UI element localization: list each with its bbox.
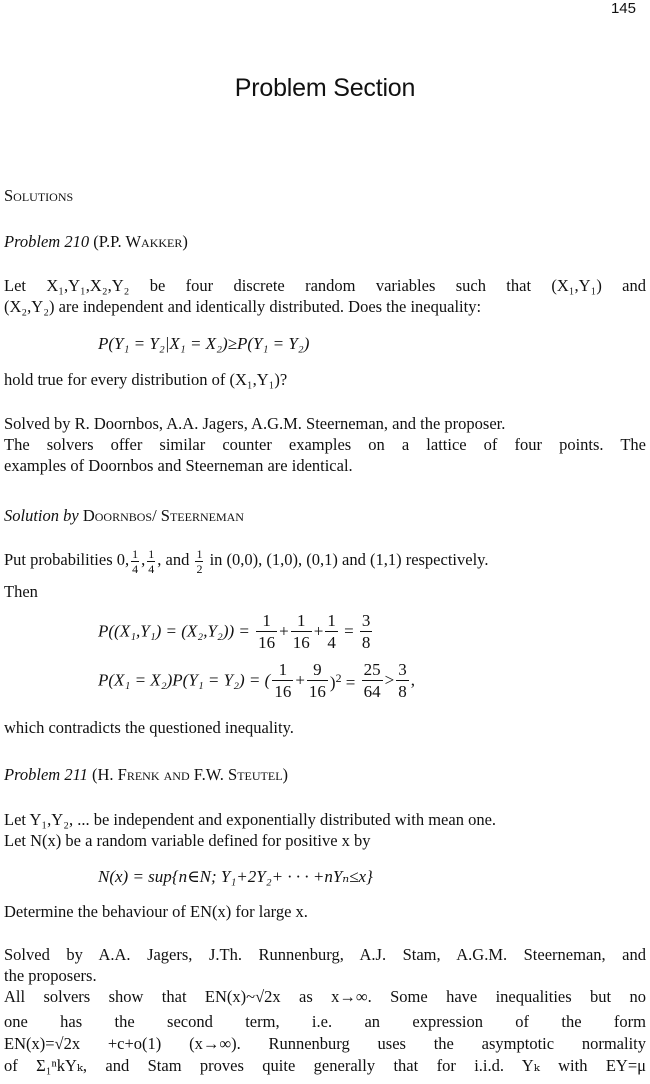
frac-den: 8 — [398, 682, 407, 701]
problem-211-line5: one has the second term, i.e. an expression of the form — [4, 1012, 646, 1031]
problem-211-line7: of Σ₁ⁿkYₖ, and Stam proves quite generally that for i.i.d. Yₖ with EY=μ — [4, 1056, 646, 1075]
frac-den: 2 — [196, 561, 203, 576]
problem-210-statement-line1: Let X₁,Y₁,X₂,Y₂ be four discrete random variables such that (X₁,Y₁) and — [4, 276, 646, 295]
eq1-frac-2 — [291, 612, 312, 651]
frac-num: 1 — [256, 612, 277, 632]
problem-210-solvers-line2: The solvers offer similar counter examples on a lattice of four points. The — [4, 435, 646, 454]
eq2-compare — [396, 661, 409, 700]
frac-den: 4 — [148, 561, 155, 576]
frac-den: 64 — [363, 682, 381, 701]
frac-num: 1 — [196, 546, 203, 561]
frac-num: 9 — [307, 661, 328, 681]
problem-211-solvers-line2: the proposers. — [4, 966, 97, 985]
equation-1 — [98, 612, 374, 651]
frac-num: 1 — [148, 546, 155, 561]
frac-den: 16 — [308, 682, 326, 701]
problem-211-solvers-line1: Solved by A.A. Jagers, J.Th. Runnenburg, A.J. Stam, A.G.M. Steerneman, and — [4, 945, 646, 964]
problem-210-statement-line2: (X₂,Y₂) are independent and identically distributed. Does the inequality: — [4, 297, 482, 316]
problem-211-line2: Let N(x) be a random variable defined for positive x by — [4, 831, 371, 850]
eq1-frac-1 — [256, 612, 277, 651]
greater-than: > — [384, 670, 395, 690]
equation-2 — [98, 661, 415, 700]
problem-210-inequality: P(Y₁ = Y₂|X₁ = X₂)≥P(Y₁ = Y₂) — [98, 334, 310, 353]
eq1-frac-3 — [325, 612, 338, 651]
fraction-one-quarter-b — [147, 548, 155, 575]
put-text-a: Put probabilities 0, — [4, 550, 130, 569]
problem-210-label: Problem 210 — [4, 232, 90, 251]
solution-header — [4, 506, 244, 526]
equals-sign: = — [344, 621, 354, 641]
conclusion: which contradicts the questioned inequality. — [4, 718, 294, 737]
frac-num: 1 — [291, 612, 312, 632]
eq2-frac-2 — [307, 661, 328, 700]
plus-sign: + — [279, 621, 289, 641]
close-paren-squared: )$^2$ = — [329, 671, 356, 692]
put-probabilities-line: Put probabilities 0, $\frac{1}{4}$ , $\frac{1}{4}$ , and $\frac{1}{2}$ in (0,0), (1,0), (0,1) and (1,1) respectively. — [4, 546, 489, 576]
plus-sign: + — [295, 670, 305, 690]
plus-sign: + — [313, 621, 324, 641]
put-text-c: in (0,0), (1,0), (0,1) and (1,1) respectively. — [209, 550, 489, 569]
fraction-one-quarter-a — [131, 548, 139, 575]
frac-num: 25 — [363, 660, 381, 679]
frac-num: 1 — [272, 661, 293, 681]
fraction-one-half — [195, 548, 203, 575]
frac-num: 3 — [398, 660, 407, 679]
equation-2-lhs: P(X₁ = X₂)P(Y₁ = Y₂) = ( — [98, 670, 271, 690]
frac-num: 1 — [132, 546, 139, 561]
problem-210-header — [4, 232, 188, 252]
frac-den: 8 — [361, 633, 371, 652]
frac-num: 1 — [327, 611, 336, 630]
frac-den: 16 — [258, 633, 276, 652]
problem-211-definition: N(x) = sup{n∈N; Y₁+2Y₂+ · · · +nYₙ≤x} — [98, 867, 373, 886]
comma: , — [410, 670, 415, 690]
problem-211-line1: Let Y₁,Y₂, ... be independent and exponentially distributed with mean one. — [4, 810, 497, 829]
eq2-result — [362, 661, 383, 700]
problem-211-header — [4, 765, 288, 785]
equation-1-lhs: P((X₁,Y₁) = (X₂,Y₂)) = — [98, 621, 250, 641]
section-title: Problem Section — [234, 74, 416, 102]
eq1-result — [360, 612, 373, 651]
frac-den: 4 — [132, 561, 139, 576]
put-text-b: and — [165, 550, 190, 569]
solution-label: Solution by — [4, 506, 79, 525]
problem-210-statement-line3: hold true for every distribution of (X₁,Y₁)? — [4, 370, 288, 389]
problem-210-author: (P.P. Wakker) — [93, 232, 188, 251]
problem-211-line4: All solvers show that EN(x)~√2x as x→∞. Some have inequalities but no — [4, 987, 646, 1006]
eq2-frac-1 — [272, 661, 293, 700]
problem-211-author: (H. Frenk and F.W. Steutel) — [92, 765, 289, 784]
problem-211-label: Problem 211 — [4, 765, 88, 784]
frac-den: 16 — [292, 633, 310, 652]
problem-210-solvers-line3: examples of Doornbos and Steerneman are identical. — [4, 456, 353, 475]
then-word: Then — [4, 582, 38, 601]
problem-210-solvers-line1: Solved by R. Doornbos, A.A. Jagers, A.G.M. Steerneman, and the proposer. — [4, 414, 506, 433]
page-number: 145 — [610, 0, 636, 17]
solutions-heading: Solutions — [4, 186, 74, 205]
problem-211-line6: EN(x)=√2x +c+o(1) (x→∞). Runnenburg uses the asymptotic normality — [4, 1034, 646, 1053]
frac-den: 16 — [274, 682, 292, 701]
frac-den: 4 — [327, 633, 336, 652]
frac-num: 3 — [361, 611, 371, 630]
problem-211-line3: Determine the behaviour of EN(x) for large x. — [4, 902, 308, 921]
solution-authors: Doornbos/ Steerneman — [82, 506, 244, 525]
